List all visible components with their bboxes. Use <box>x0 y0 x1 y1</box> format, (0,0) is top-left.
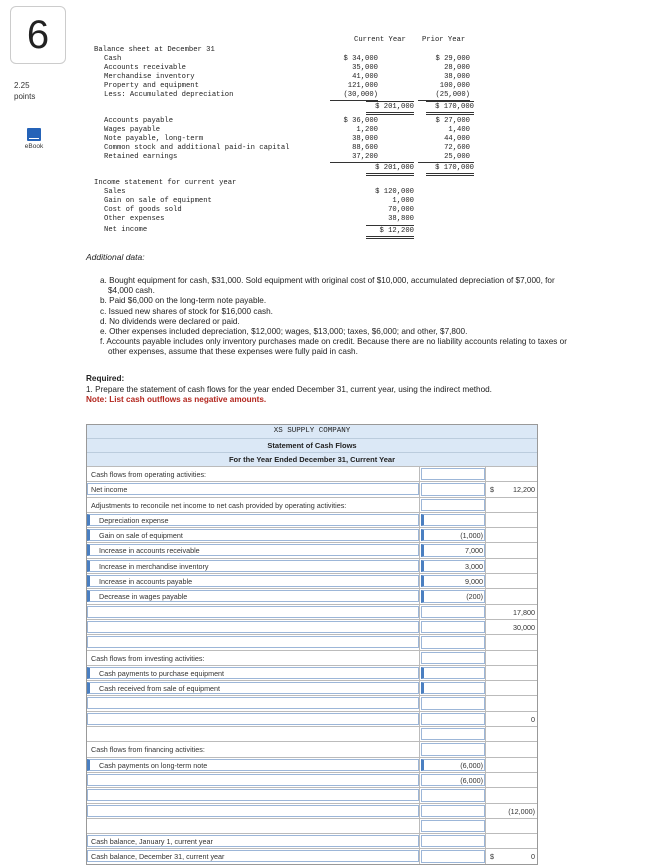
liabilities-prior <box>418 117 470 163</box>
cash-flow-statement <box>86 424 538 865</box>
liability-prior-value: 1,400 <box>448 126 470 134</box>
cf-row-label: Decrease in wages payable <box>99 592 188 602</box>
cf-total-cell[interactable] <box>485 804 538 818</box>
cf-total-cell[interactable] <box>485 605 538 619</box>
cf-row <box>87 512 537 527</box>
cf-total-cell[interactable] <box>485 559 538 573</box>
asset-prior-value: 100,000 <box>439 82 470 90</box>
cf-row-label: Depreciation expense <box>99 515 169 525</box>
cf-amount-input[interactable] <box>421 468 485 480</box>
cf-total-cell[interactable] <box>485 788 538 802</box>
cf-total-cell[interactable] <box>485 543 538 557</box>
cf-amount-value: 9,000 <box>465 577 483 587</box>
required-heading: Required: <box>86 374 125 383</box>
cf-amount-input[interactable] <box>421 789 485 801</box>
cf-company: XS SUPPLY COMPANY <box>273 427 351 435</box>
cf-amount-cell[interactable] <box>419 651 486 665</box>
col-prior-year: Prior Year <box>422 36 466 44</box>
total-assets-underline <box>366 112 414 115</box>
additional-data-item: f. Accounts payable includes only inventory purchases made on credit. Because there are no liability accounts relating to taxes or <box>100 337 567 347</box>
cf-header <box>87 425 537 466</box>
cf-amount-input[interactable] <box>421 499 485 511</box>
cf-amount-cell[interactable] <box>419 819 486 833</box>
cf-amount-cell[interactable] <box>419 467 486 481</box>
cf-total-cell[interactable] <box>485 819 538 833</box>
cf-total-value: 30,000 <box>513 622 535 632</box>
cf-amount-cell[interactable] <box>419 605 486 619</box>
additional-data-item: c. Issued new shares of stock for $16,000 cash. <box>100 306 273 316</box>
cf-total-cell[interactable] <box>485 773 538 787</box>
cf-amount-input[interactable] <box>421 621 485 633</box>
liability-label: Common stock and additional paid-in capital <box>104 144 290 152</box>
liability-current-value: 88,600 <box>352 144 378 152</box>
cf-total-cell[interactable] <box>485 528 538 542</box>
cf-row-label: Net income <box>91 485 128 495</box>
liabilities-current <box>330 117 378 163</box>
cf-total-cell[interactable] <box>485 666 538 680</box>
book-icon <box>27 128 41 141</box>
asset-current-value: 41,000 <box>352 73 378 81</box>
dollar-sign: $ <box>490 485 494 495</box>
cf-amount-cell[interactable] <box>419 589 486 603</box>
cf-row <box>87 803 537 818</box>
cf-label-input[interactable] <box>87 805 419 817</box>
cf-label-input[interactable] <box>87 606 419 618</box>
cf-amount-value: (200) <box>466 592 483 602</box>
total-assets-current: $ 201,000 <box>366 101 414 112</box>
cf-amount-cell[interactable] <box>419 681 486 695</box>
cf-amount-input[interactable] <box>421 743 485 755</box>
asset-current-value: $ 34,000 <box>343 55 378 63</box>
asset-label: Merchandise inventory <box>104 73 195 81</box>
cf-amount-cell[interactable] <box>419 574 486 588</box>
cf-row <box>87 619 537 634</box>
cf-label-input[interactable] <box>87 697 419 709</box>
cf-amount-cell[interactable] <box>419 696 486 710</box>
cf-row-label: Cash flows from operating activities: <box>91 470 207 479</box>
cf-row <box>87 787 537 802</box>
cf-amount-cell[interactable] <box>419 758 486 772</box>
cf-amount-input[interactable] <box>421 667 485 679</box>
cf-row <box>87 665 537 680</box>
cf-amount-cell[interactable] <box>419 666 486 680</box>
net-income-value: $ 12,200 <box>366 225 414 236</box>
liability-current-value: 1,200 <box>356 126 378 134</box>
cf-row <box>87 588 537 603</box>
cf-row <box>87 466 537 481</box>
cf-total-cell[interactable] <box>485 849 538 863</box>
cf-row-label: Increase in merchandise inventory <box>99 561 209 571</box>
liability-label: Wages payable <box>104 126 161 134</box>
dollar-sign: $ <box>490 852 494 862</box>
cf-row <box>87 848 537 863</box>
cf-total-cell[interactable] <box>485 513 538 527</box>
cf-amount-cell[interactable] <box>419 788 486 802</box>
cf-row <box>87 573 537 588</box>
cf-row <box>87 604 537 619</box>
cf-label-input[interactable] <box>87 774 419 786</box>
asset-prior-value: 38,000 <box>444 73 470 81</box>
cf-row-label: Increase in accounts receivable <box>99 546 200 556</box>
total-le-current: $ 201,000 <box>366 162 414 173</box>
cf-amount-input[interactable] <box>421 697 485 709</box>
liability-label: Accounts payable <box>104 117 174 125</box>
cf-total-cell[interactable] <box>485 651 538 665</box>
liability-current-value: 37,200 <box>330 153 378 163</box>
cf-total-cell[interactable] <box>485 498 538 512</box>
total-le-underline <box>366 173 414 176</box>
cf-amount-input[interactable] <box>421 728 485 740</box>
cf-total-value: 0 <box>531 714 535 724</box>
cf-amount-cell[interactable] <box>419 513 486 527</box>
cf-amount-input[interactable] <box>421 606 485 618</box>
income-labels <box>104 188 212 224</box>
cf-row-label: Adjustments to reconcile net income to net cash provided by operating activities: <box>91 500 347 510</box>
cf-total-cell[interactable] <box>485 635 538 649</box>
income-label: Sales <box>104 188 126 196</box>
cf-statement-title: Statement of Cash Flows <box>87 438 537 452</box>
cf-amount-value: 3,000 <box>465 561 483 571</box>
cf-amount-input[interactable] <box>421 805 485 817</box>
cf-row <box>87 741 537 756</box>
cf-row <box>87 558 537 573</box>
cf-total-value: 17,800 <box>513 607 535 617</box>
additional-data-item: b. Paid $6,000 on the long-term note payable. <box>100 296 267 306</box>
assets-labels <box>104 55 233 100</box>
cf-label-input[interactable] <box>87 789 419 801</box>
liabilities-labels <box>104 117 289 162</box>
income-label: Gain on sale of equipment <box>104 197 212 205</box>
cf-amount-cell[interactable] <box>419 712 486 726</box>
cf-label-input[interactable] <box>87 621 419 633</box>
liability-prior-value: 72,600 <box>444 144 470 152</box>
cf-amount-input[interactable] <box>421 850 485 862</box>
cf-row-label: Cash balance, December 31, current year <box>91 852 225 862</box>
asset-prior-value: 28,000 <box>444 64 470 72</box>
cf-amount-input[interactable] <box>421 713 485 725</box>
cf-amount-input[interactable] <box>421 820 485 832</box>
required-text: 1. Prepare the statement of cash flows for the year ended December 31, current year, using the indirect method. <box>86 384 492 394</box>
cf-total-value: (12,000) <box>508 806 535 816</box>
asset-current-value: 121,000 <box>347 82 378 90</box>
cf-amount-cell[interactable] <box>419 543 486 557</box>
cf-row <box>87 542 537 557</box>
income-value: $ 120,000 <box>375 188 414 196</box>
additional-data-title: Additional data: <box>86 252 145 262</box>
total-assets-underline <box>426 112 474 115</box>
cf-amount-cell[interactable] <box>419 635 486 649</box>
cf-total-value: 0 <box>531 852 535 862</box>
cf-rows <box>87 466 537 864</box>
cf-amount-cell[interactable] <box>419 804 486 818</box>
cf-total-cell[interactable] <box>485 482 538 496</box>
cf-row-label: Increase in accounts payable <box>99 577 193 587</box>
cf-total-cell[interactable] <box>485 681 538 695</box>
income-label: Other expenses <box>104 215 165 223</box>
asset-label: Accounts receivable <box>104 64 186 72</box>
income-value: 38,800 <box>388 215 414 223</box>
liability-prior-value: $ 27,000 <box>435 117 470 125</box>
cf-amount-input[interactable] <box>421 483 485 495</box>
cf-total-cell[interactable] <box>485 742 538 756</box>
cf-label-input[interactable] <box>87 713 419 725</box>
required-note: Note: List cash outflows as negative amounts. <box>86 395 267 404</box>
cf-row <box>87 650 537 665</box>
cf-total-cell[interactable] <box>485 574 538 588</box>
additional-data-item: $4,000 cash. <box>108 286 155 296</box>
cf-row-label: Cash flows from financing activities: <box>91 745 205 755</box>
cf-label-input[interactable] <box>87 483 419 495</box>
liability-label: Note payable, long-term <box>104 135 204 143</box>
total-le-underline <box>426 173 474 176</box>
income-value: 70,000 <box>388 206 414 214</box>
asset-label: Cash <box>104 55 122 63</box>
cf-row <box>87 481 537 496</box>
cf-total-cell[interactable] <box>485 620 538 634</box>
cf-amount-input[interactable] <box>421 835 485 847</box>
cf-row <box>87 772 537 787</box>
cf-row-label: Cash received from sale of equipment <box>99 684 221 694</box>
liability-label: Retained earnings <box>104 153 178 161</box>
cf-total-cell[interactable] <box>485 589 538 603</box>
asset-label: Less: Accumulated depreciation <box>104 91 234 99</box>
liability-prior-value: 25,000 <box>418 153 470 163</box>
points-label: points <box>14 92 36 101</box>
question-number: 6 <box>10 6 66 64</box>
cf-amount-value: 7,000 <box>465 546 483 556</box>
asset-prior-value: $ 29,000 <box>435 55 470 63</box>
additional-data-item: a. Bought equipment for cash, $31,000. Sold equipment with original cost of $10,000, accumulated depreciation of $7,000, for <box>100 276 555 285</box>
cf-label-input[interactable] <box>87 636 419 648</box>
total-le-prior: $ 170,000 <box>426 162 474 173</box>
cf-amount-value: (1,000) <box>460 531 483 541</box>
cf-row <box>87 757 537 772</box>
cf-amount-input[interactable] <box>421 636 485 648</box>
col-current-year: Current Year <box>354 36 406 44</box>
income-label: Cost of goods sold <box>104 206 182 214</box>
cf-amount-cell[interactable] <box>419 834 486 848</box>
cf-amount-input[interactable] <box>421 514 485 526</box>
cf-total-cell[interactable] <box>485 712 538 726</box>
required-section <box>86 374 492 406</box>
cf-amount-cell[interactable] <box>419 742 486 756</box>
cf-amount-cell[interactable] <box>419 528 486 542</box>
cf-row <box>87 634 537 649</box>
cf-amount-input[interactable] <box>421 652 485 664</box>
cf-total-cell[interactable] <box>485 758 538 772</box>
additional-data-item: e. Other expenses included depreciation, $12,000; wages, $13,000; taxes, $6,000; and other, $7,800. <box>100 327 468 337</box>
cf-amount-cell[interactable] <box>419 773 486 787</box>
total-assets-prior: $ 170,000 <box>426 101 474 112</box>
asset-label: Property and equipment <box>104 82 199 90</box>
cf-row <box>87 726 537 741</box>
asset-current-value: (30,000) <box>330 91 378 101</box>
cf-amount-cell[interactable] <box>419 727 486 741</box>
liability-current-value: $ 36,000 <box>343 117 378 125</box>
cf-amount-value: (6,000) <box>460 775 483 785</box>
additional-data-list <box>100 276 662 358</box>
liability-prior-value: 44,000 <box>444 135 470 143</box>
cf-period: For the Year Ended December 31, Current Year <box>87 452 537 466</box>
income-value: 1,000 <box>392 197 414 205</box>
cf-row-label: Cash payments to purchase equipment <box>99 668 225 678</box>
asset-prior-value: (25,000) <box>418 91 470 101</box>
cf-row <box>87 680 537 695</box>
additional-data-item: other expenses, assume that these expenses were fully paid in cash. <box>108 347 358 357</box>
cf-amount-cell[interactable] <box>419 482 486 496</box>
cf-total-value: 12,200 <box>513 485 535 495</box>
cf-amount-input[interactable] <box>421 682 485 694</box>
cf-amount-cell[interactable] <box>419 849 486 863</box>
cf-row-label: Cash payments on long-term note <box>99 760 208 770</box>
cf-total-cell[interactable] <box>485 696 538 710</box>
cf-row-label: Gain on sale of equipment <box>99 531 183 541</box>
income-statement-title: Income statement for current year <box>94 179 237 187</box>
cf-amount-value: (6,000) <box>460 760 483 770</box>
cf-row-label: Cash flows from investing activities: <box>91 653 205 663</box>
cf-row <box>87 818 537 833</box>
net-income-label: Net income <box>104 226 148 234</box>
cf-row <box>87 711 537 726</box>
net-income-underline <box>366 236 414 239</box>
points-value: 2.25 <box>14 81 30 90</box>
ebook-link[interactable] <box>18 128 50 150</box>
cf-row <box>87 833 537 848</box>
asset-current-value: 35,000 <box>352 64 378 72</box>
cf-amount-cell[interactable] <box>419 559 486 573</box>
cf-total-cell[interactable] <box>485 834 538 848</box>
cf-row <box>87 527 537 542</box>
points-indicator <box>14 80 35 102</box>
cf-amount-cell[interactable] <box>419 620 486 634</box>
cf-row <box>87 497 537 512</box>
cf-row <box>87 695 537 710</box>
cf-amount-cell[interactable] <box>419 498 486 512</box>
cf-total-cell[interactable] <box>485 727 538 741</box>
income-values <box>366 188 414 224</box>
ebook-label: eBook <box>24 143 44 150</box>
balance-sheet-title: Balance sheet at December 31 <box>94 46 215 54</box>
assets-prior <box>418 55 470 101</box>
assets-current <box>330 55 378 101</box>
cf-total-cell[interactable] <box>485 467 538 481</box>
cf-row-label: Cash balance, January 1, current year <box>91 837 213 847</box>
additional-data-item: d. No dividends were declared or paid. <box>100 316 240 326</box>
liability-current-value: 38,000 <box>352 135 378 143</box>
